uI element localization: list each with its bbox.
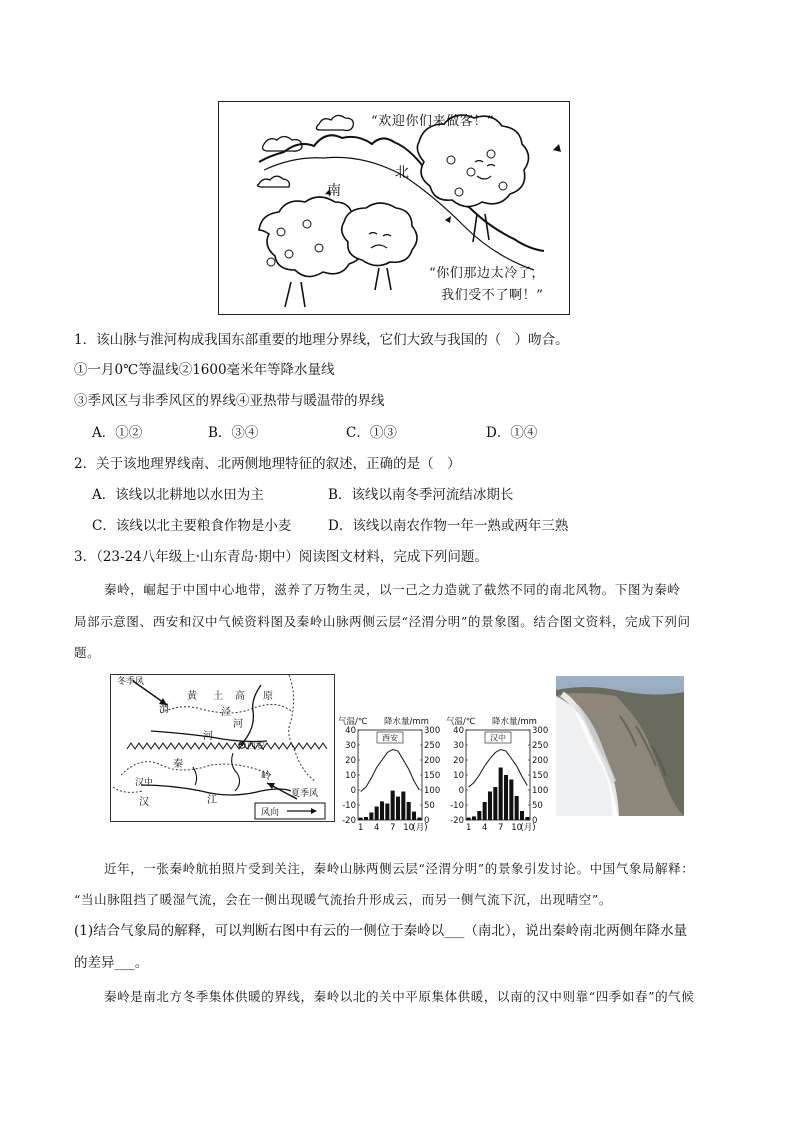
precip-tick-label: 100 xyxy=(532,786,549,796)
map-qin-2: 岭 xyxy=(261,771,271,782)
chart-title: 汉中 xyxy=(490,733,506,743)
temp-line xyxy=(469,750,528,788)
month-tick-label: 10 xyxy=(511,823,523,833)
precip-bar xyxy=(504,775,508,820)
temp-tick-label: 10 xyxy=(345,771,356,781)
month-tick-label: 4 xyxy=(481,823,488,833)
precip-bar xyxy=(369,813,373,821)
temp-tick-label: 20 xyxy=(345,756,356,766)
precip-bar xyxy=(499,768,503,821)
precip-bar xyxy=(520,811,524,820)
speech-bottom-line2: 我们受不了啊！” xyxy=(441,288,544,303)
precip-bar xyxy=(412,812,416,820)
temp-tick-label: 40 xyxy=(453,726,464,736)
precip-tick-label: 250 xyxy=(424,741,441,751)
precip-tick-label: 0 xyxy=(424,816,430,826)
map-winter-wind: 冬季风 xyxy=(117,677,145,687)
precip-tick-label: 250 xyxy=(532,741,549,751)
precip-bar xyxy=(396,797,400,820)
precip-bar xyxy=(483,802,487,820)
chart-frame xyxy=(358,730,422,820)
q2-option-c[interactable]: C．该线以北主要粮食作物是小麦 xyxy=(92,518,292,534)
temp-tick-label: 10 xyxy=(453,771,464,781)
temp-tick-label: 0 xyxy=(458,786,464,796)
q1-stem: 1．该山脉与淮河构成我国东部重要的地理分界线，它们大致与我国的（ ）吻合。 xyxy=(74,332,569,348)
precip-tick-label: 200 xyxy=(532,756,549,766)
temp-tick-label: 30 xyxy=(345,741,356,751)
precip-tick-label: 100 xyxy=(424,786,441,796)
precip-tick-label: 300 xyxy=(424,726,441,736)
map-plateau-4: 原 xyxy=(263,691,273,702)
precip-bar xyxy=(359,818,363,820)
q3-para1-line3: 题。 xyxy=(74,645,101,660)
axis-title-temp: 气温/℃ xyxy=(338,717,368,727)
precip-bar xyxy=(525,817,529,820)
temp-tick-label: 0 xyxy=(350,786,356,796)
precip-tick-label: 50 xyxy=(424,801,435,811)
month-tick-label: 1 xyxy=(357,823,364,833)
q2-option-a[interactable]: A．该线以北耕地以水田为主 xyxy=(92,487,264,503)
month-unit: (月) xyxy=(520,823,536,833)
q2-stem: 2．关于该地理界线南、北两侧地理特征的叙述，正确的是（ ） xyxy=(74,456,461,472)
cartoon-figure xyxy=(218,101,570,315)
precip-bar xyxy=(417,818,421,820)
q1-line-a: ①一月0℃等温线②1600毫米年等降水量线 xyxy=(74,362,335,378)
qinling-map xyxy=(110,674,335,822)
map-plateau-1: 黄 xyxy=(187,691,197,702)
precip-tick-label: 150 xyxy=(532,771,549,781)
q3-para1-line2: 局部示意图、西安和汉中气候资料图及秦岭山脉两侧云层“泾渭分明”的景象图。结合图文资料，完成下列问 xyxy=(74,614,691,629)
axis-title-precip: 降水量/mm xyxy=(384,717,429,727)
q2-option-d[interactable]: D．该线以南农作物一年一熟或两年三熟 xyxy=(328,518,569,534)
precip-bar xyxy=(493,787,497,820)
precip-bar xyxy=(375,807,379,821)
q3-stem: 3．（23-24八年级上·山东青岛·期中）阅读图文材料，完成下列问题。 xyxy=(74,549,488,565)
q1-option-a[interactable]: A．①② xyxy=(92,425,143,441)
q3-sub1-line1: (1)结合气象局的解释，可以判断右图中有云的一侧位于秦岭以___（南北），说出秦岭南北两侧年降水量 xyxy=(74,923,688,939)
map-hanzhong: 汉中 xyxy=(135,778,154,788)
map-han-1: 汉 xyxy=(139,797,149,808)
q3-para2-line2: “当山脉阻挡了暖湿气流，会在一侧出现暖气流抬升形成云，而另一侧气流下沉，出现晴空”。 xyxy=(74,892,612,907)
month-tick-label: 1 xyxy=(465,823,472,833)
q1-option-c[interactable]: C．①③ xyxy=(346,425,397,441)
month-tick-label: 7 xyxy=(497,823,504,833)
q2-option-b[interactable]: B．该线以南冬季河流结冰期长 xyxy=(328,487,514,503)
temp-tick-label: 40 xyxy=(345,726,356,736)
map-wei-1: 渭 xyxy=(159,704,169,715)
precip-bar xyxy=(472,816,476,820)
precip-bar xyxy=(380,801,384,820)
precip-bar xyxy=(364,817,368,820)
precip-tick-label: 50 xyxy=(532,801,543,811)
axis-title-temp: 气温/℃ xyxy=(446,717,476,727)
map-plateau-2: 土 xyxy=(213,691,223,702)
label-south: 南 xyxy=(327,183,341,199)
map-plateau-3: 高 xyxy=(235,691,245,702)
label-north: 北 xyxy=(395,165,409,181)
cartoon-drawing xyxy=(219,102,569,314)
temp-tick-label: 20 xyxy=(453,756,464,766)
precip-bar xyxy=(515,796,519,820)
precip-bar xyxy=(407,802,411,820)
month-tick-label: 7 xyxy=(389,823,396,833)
q1-line-b: ③季风区与非季风区的界线④亚热带与暖温带的界线 xyxy=(74,393,385,409)
chart-title: 西安 xyxy=(382,733,398,743)
precip-bar xyxy=(509,780,513,821)
speech-bottom-line1: “你们那边太冷了， xyxy=(429,266,546,281)
precip-tick-label: 0 xyxy=(532,816,538,826)
temp-line xyxy=(361,750,420,792)
temp-tick-label: -20 xyxy=(450,816,464,826)
precip-tick-label: 150 xyxy=(424,771,441,781)
precip-bar xyxy=(477,811,481,820)
chart-frame xyxy=(466,730,530,820)
q3-para2-line1: 近年，一张秦岭航拍照片受到关注，秦岭山脉两侧云层“泾渭分明”的景象引发讨论。中国气象局解释： xyxy=(104,861,695,876)
map-summer-wind: 夏季风 xyxy=(291,789,319,799)
map-qin-1: 秦 xyxy=(173,759,183,770)
precip-bar xyxy=(467,818,471,820)
climate-charts xyxy=(338,716,554,840)
map-wei-2: 河 xyxy=(203,731,213,742)
month-tick-label: 10 xyxy=(403,823,415,833)
map-xian: 西安 xyxy=(247,742,266,752)
map-jing-2: 河 xyxy=(233,719,243,730)
precip-bar xyxy=(401,792,405,821)
q1-option-b[interactable]: B．③④ xyxy=(208,425,259,441)
precip-bar xyxy=(385,804,389,821)
precip-bar xyxy=(488,792,492,821)
precip-bar xyxy=(391,791,395,820)
temp-tick-label: 30 xyxy=(453,741,464,751)
axis-title-precip: 降水量/mm xyxy=(492,717,537,727)
map-jing-1: 泾 xyxy=(221,707,231,718)
temp-tick-label: -10 xyxy=(450,801,464,811)
speech-top: “欢迎你们来做客！” xyxy=(371,114,495,129)
precip-tick-label: 200 xyxy=(424,756,441,766)
temp-tick-label: -20 xyxy=(342,816,356,826)
aerial-photo-drawing xyxy=(556,676,684,816)
map-legend-wind: 风向 xyxy=(261,808,280,818)
q3-para3-line1: 秦岭是南北方冬季集体供暖的界线，秦岭以北的关中平原集体供暖，以南的汉中则靠“四季如春”的气候 xyxy=(104,989,695,1004)
q1-option-d[interactable]: D．①④ xyxy=(486,425,538,441)
map-han-2: 江 xyxy=(207,795,217,806)
precip-tick-label: 300 xyxy=(532,726,549,736)
month-tick-label: 4 xyxy=(373,823,380,833)
temp-tick-label: -10 xyxy=(342,801,356,811)
month-unit: (月) xyxy=(412,823,428,833)
q3-sub1-line2: 的差异___。 xyxy=(74,955,149,971)
q3-para1-line1: 秦岭，崛起于中国中心地带，滋养了万物生灵，以一己之力造就了截然不同的南北风物。下图为秦岭 xyxy=(104,582,681,597)
aerial-cloud-photo xyxy=(556,676,684,816)
